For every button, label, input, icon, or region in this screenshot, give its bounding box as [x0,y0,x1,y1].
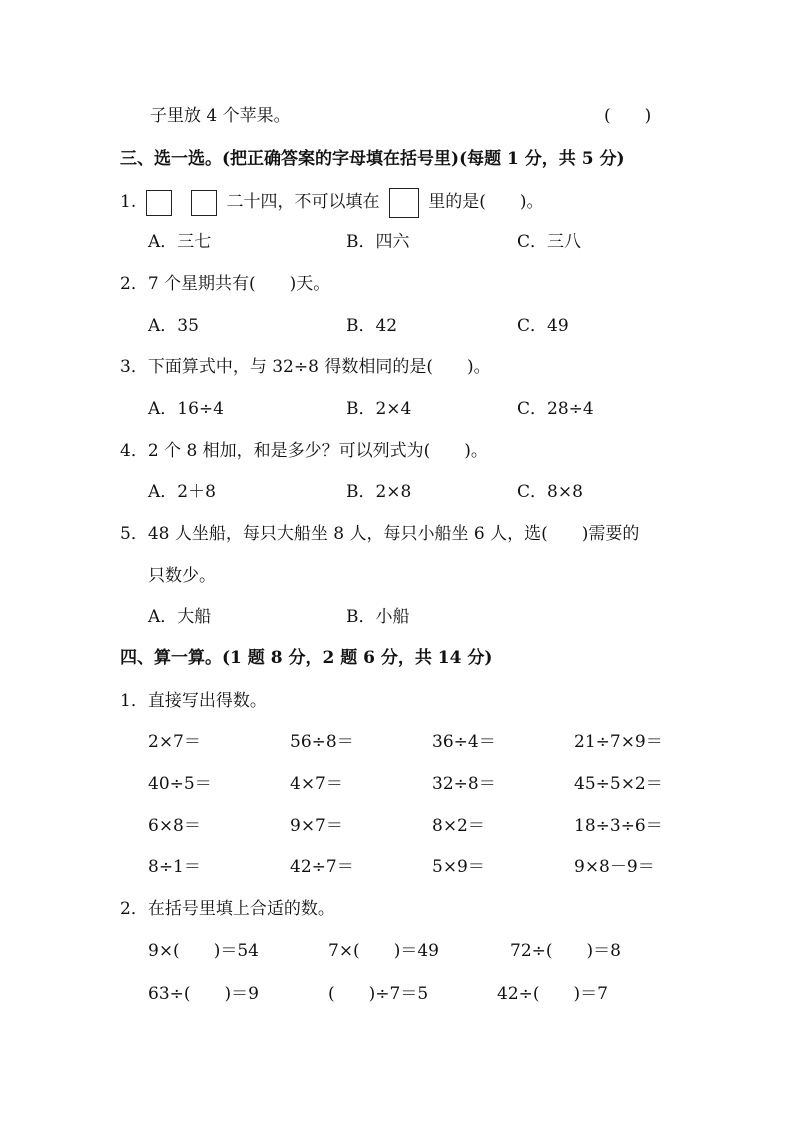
q4-option-b[interactable]: B．2×8 [346,482,412,502]
answer-blank[interactable]: ( ) [604,106,652,126]
calc-item: 8÷1＝ [148,857,201,877]
q4-text: 4．2 个 8 相加，和是多少？可以列式为( )。 [120,441,488,461]
continuation-text: 子里放 4 个苹果。 [150,106,291,126]
q5-line2: 只数少。 [148,566,216,586]
q2-option-b[interactable]: B．42 [346,316,398,336]
section4-heading: 四、算一算。(1 题 8 分，2 题 6 分，共 14 分) [120,648,493,668]
calc-item: 9×7＝ [290,816,343,836]
calc-item: 56÷8＝ [290,732,354,752]
calc-item: 36÷4＝ [432,732,496,752]
q3-text: 3．下面算式中，与 32÷8 得数相同的是( )。 [120,357,491,377]
calc-item: 18÷3÷6＝ [574,816,663,836]
answer-box-1[interactable] [146,190,172,216]
q3-option-b[interactable]: B．2×4 [346,399,412,419]
fill-item[interactable]: 7×( )＝49 [328,941,439,961]
fill-item[interactable]: 63÷( )＝9 [148,984,259,1004]
q3-option-a[interactable]: A．16÷4 [148,399,224,419]
q1-option-b[interactable]: B．四六 [346,232,410,252]
q3-option-c[interactable]: C．28÷4 [517,399,594,419]
q1-number: 1. [120,192,137,212]
q4-option-c[interactable]: C．8×8 [517,482,583,502]
section3-heading: 三、选一选。(把正确答案的字母填在括号里)(每题 1 分，共 5 分) [120,149,625,169]
fill-item[interactable]: 42÷( )＝7 [497,984,608,1004]
calc-item: 6×8＝ [148,816,201,836]
calc-item: 45÷5×2＝ [574,774,663,794]
answer-box-3[interactable] [389,188,419,218]
q5-option-b[interactable]: B．小船 [346,607,410,627]
q1-option-c[interactable]: C．三八 [517,232,582,252]
part2-title: 2．在括号里填上合适的数。 [120,899,335,919]
fill-item[interactable]: 72÷( )＝8 [510,941,621,961]
q1-text: 二十四，不可以填在 [226,192,380,212]
calc-item: 5×9＝ [432,857,485,877]
answer-box-2[interactable] [191,190,217,216]
q4-option-a[interactable]: A．2＋8 [148,482,216,502]
part1-title: 1．直接写出得数。 [120,691,267,711]
calc-item: 2×7＝ [148,732,201,752]
fill-item[interactable]: ( )÷7＝5 [328,984,429,1004]
q2-option-c[interactable]: C．49 [517,316,569,336]
q5-line1: 5．48 人坐船，每只大船坐 8 人，每只小船坐 6 人，选( )需要的 [120,524,640,544]
q5-option-a[interactable]: A．大船 [148,607,212,627]
calc-item: 40÷5＝ [148,774,212,794]
q1-option-a[interactable]: A．三七 [148,232,212,252]
q2-option-a[interactable]: A．35 [148,316,199,336]
calc-item: 42÷7＝ [290,857,354,877]
calc-item: 4×7＝ [290,774,343,794]
q1-text-end: 里的是( )。 [428,192,544,212]
q2-text: 2．7 个星期共有( )天。 [120,274,331,294]
fill-item[interactable]: 9×( )＝54 [148,941,259,961]
q1-line [120,187,544,218]
calc-item: 21÷7×9＝ [574,732,663,752]
calc-item: 8×2＝ [432,816,485,836]
calc-item: 32÷8＝ [432,774,496,794]
calc-item: 9×8－9＝ [574,857,655,877]
